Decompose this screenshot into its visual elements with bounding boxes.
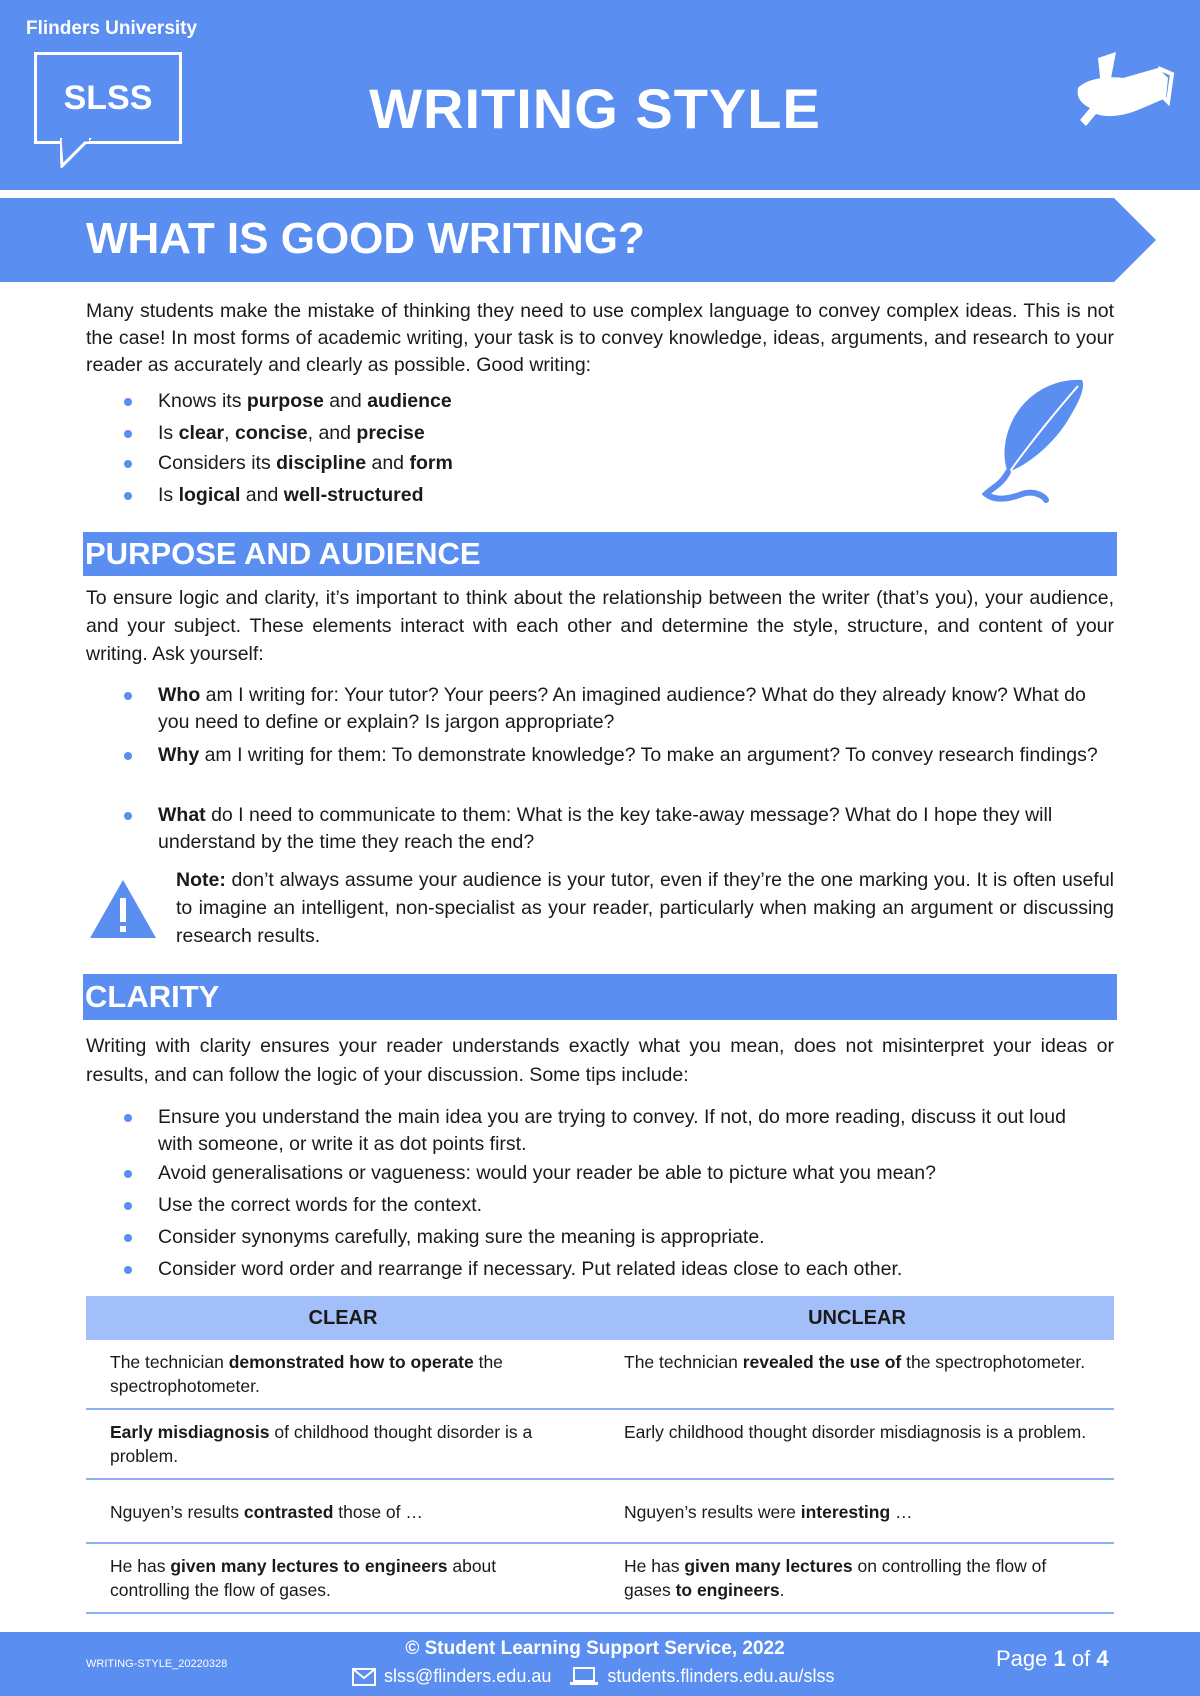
page-header [0,0,1200,190]
table-row [86,1340,1114,1409]
section-heading-purpose: PURPOSE AND AUDIENCE [83,532,1117,576]
banner-title: WHAT IS GOOD WRITING? [86,214,645,263]
table-cell: The technician revealed the use of the spectrophotometer. [600,1340,1114,1409]
column-header-clear: CLEAR [86,1296,600,1340]
table-header-row [86,1296,1114,1340]
section-heading-clarity: CLARITY [83,974,1117,1020]
page-footer [0,1632,1200,1696]
laptop-icon [569,1667,599,1687]
slss-logo: SLSS [34,52,182,144]
email-icon [352,1668,376,1686]
page-number: Page 1 of 4 [996,1646,1109,1671]
writing-hand-icon [1068,48,1178,138]
table-cell: Nguyen’s results contrasted those of … [86,1479,600,1543]
table-cell: He has given many lectures on controlling the flow of gases to engineers. [600,1543,1114,1613]
table-row [86,1409,1114,1479]
list-item: Avoid generalisations or vagueness: would your reader be able to picture what you mean? [124,1160,1104,1187]
list-item: Use the correct words for the context. [124,1192,1104,1219]
list-item: Consider word order and rearrange if necessary. Put related ideas close to each other. [124,1256,1104,1283]
copyright: © Student Learning Support Service, 2022 [405,1638,785,1659]
clear-unclear-table [86,1296,1114,1614]
list-item: Considers its discipline and form [124,450,1104,477]
list-item: Is logical and well-structured [124,482,1104,509]
contact-line [352,1666,835,1687]
page-title: WRITING STYLE [369,77,821,140]
table-cell: The technician demonstrated how to operate the spectrophotometer. [86,1340,600,1409]
table-cell: Early misdiagnosis of childhood thought disorder is a problem. [86,1409,600,1479]
warning-icon [88,878,158,940]
list-item: Ensure you understand the main idea you are trying to convey. If not, do more reading, discuss it out loud with someone, or write it as dot points first. [124,1104,1104,1158]
table-cell: He has given many lectures to engineers about controlling the flow of gases. [86,1543,600,1613]
table-cell: Nguyen’s results were interesting … [600,1479,1114,1543]
speech-tail-icon [60,138,100,168]
list-item: Consider synonyms carefully, making sure the meaning is appropriate. [124,1224,1104,1251]
document-code: WRITING-STYLE_20220328 [86,1658,228,1670]
intro-paragraph: Many students make the mistake of thinking they need to use complex language to convey complex ideas. This is not the case! In most forms of academic writing, your task is to convey knowledge, ideas, arguments, and research to your reader as accurately and clearly as possible. Good writing: [86,300,1114,376]
table-row [86,1543,1114,1613]
list-item: Knows its purpose and audience [124,388,1104,415]
email-link[interactable]: slss@flinders.edu.au [384,1666,552,1686]
website-link[interactable]: students.flinders.edu.au/slss [607,1666,835,1686]
note-text: Note: don’t always assume your audience is your tutor, even if they’re the one marking you. It is often useful to imagine an intelligent, non-specialist as your reader, particularly when making an argument or discussing research results. [176,869,1114,947]
list-item: Is clear, concise, and precise [124,420,1104,447]
purpose-paragraph: To ensure logic and clarity, it’s important to think about the relationship between the writer (that’s you), your audience, and your subject. These elements interact with each other and determine the style, structure, and content of your writing. Ask yourself: [86,587,1114,665]
table-row [86,1479,1114,1543]
list-item: Who am I writing for: Your tutor? Your peers? An imagined audience? What do they already know? What do you need to define or explain? Is jargon appropriate? [124,682,1104,736]
quill-icon [982,376,1090,506]
list-item: Why am I writing for them: To demonstrate knowledge? To make an argument? To convey research findings? [124,742,1104,769]
table-cell: Early childhood thought disorder misdiagnosis is a problem. [600,1409,1114,1479]
university-name: Flinders University [26,18,198,39]
list-item: What do I need to communicate to them: What is the key take-away message? What do I hope they will understand by the time they reach the end? [124,802,1104,856]
column-header-unclear: UNCLEAR [600,1296,1114,1340]
clarity-paragraph: Writing with clarity ensures your reader understands exactly what you mean, does not misinterpret your ideas or results, and can follow the logic of your discussion. Some tips include: [86,1035,1114,1086]
